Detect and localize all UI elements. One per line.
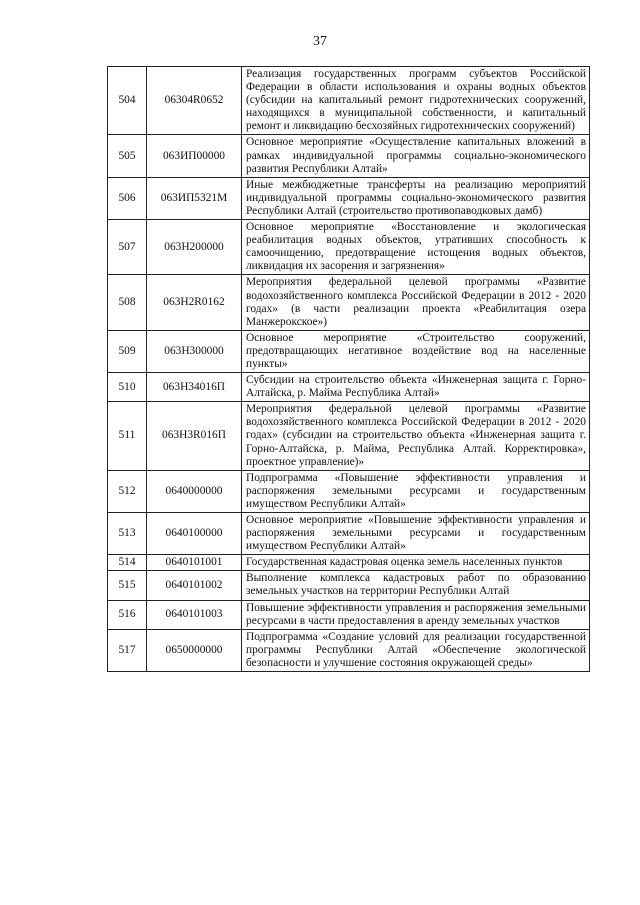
table-row — [108, 629, 590, 671]
table-row — [108, 571, 590, 600]
row-number: 513 — [108, 513, 147, 555]
row-description: Мероприятия федеральной целевой программы «Развитие водохозяйственного комплекса Российской Федерации в 2012 - 2020 годах» (субсидии на строительство объекта «Инженерная защита г. Горно-Алтайска, р. Майма, Республика Алтай. Корректировка», проектное управление)» — [242, 402, 590, 470]
row-code: 0640101002 — [147, 571, 242, 600]
table-row — [108, 330, 590, 372]
row-description: Основное мероприятие «Повышение эффективности управления и распоряжения земельными ресурсами и государственным имуществом Республики Алтай» — [242, 513, 590, 555]
budget-codes-table — [107, 66, 590, 672]
row-description: Субсидии на строительство объекта «Инженерная защита г. Горно-Алтайска, р. Майма Республика Алтай» — [242, 373, 590, 402]
row-number: 511 — [108, 402, 147, 470]
table-row — [108, 67, 590, 135]
row-code: 063ИП5321М — [147, 177, 242, 219]
row-description: Государственная кадастровая оценка земель населенных пунктов — [242, 555, 590, 571]
row-number: 517 — [108, 629, 147, 671]
row-description: Мероприятия федеральной целевой программы «Развитие водохозяйственного комплекса Российской Федерации в 2012 - 2020 годах» (в части реализации проекта «Реабилитация озера Манжерокское») — [242, 275, 590, 330]
row-number: 516 — [108, 600, 147, 629]
table-row — [108, 220, 590, 275]
row-description: Основное мероприятие «Восстановление и экологическая реабилитация водных объектов, утративших способность к самоочищению, предотвращение истощения водных объектов, ликвидация их засорения и загрязнения» — [242, 220, 590, 275]
row-number: 506 — [108, 177, 147, 219]
table-row — [108, 275, 590, 330]
table-row — [108, 402, 590, 470]
row-code: 063Н300000 — [147, 330, 242, 372]
row-code: 0640101003 — [147, 600, 242, 629]
row-description: Повышение эффективности управления и распоряжения земельными ресурсами в части предоставления в аренду земельных участков — [242, 600, 590, 629]
row-number: 510 — [108, 373, 147, 402]
row-code: 063Н200000 — [147, 220, 242, 275]
row-description: Подпрограмма «Повышение эффективности управления и распоряжения земельными ресурсами и государственным имуществом Республики Алтай» — [242, 470, 590, 512]
row-code: 06304R0652 — [147, 67, 242, 135]
row-code: 063Н3R016П — [147, 402, 242, 470]
row-number: 512 — [108, 470, 147, 512]
row-number: 508 — [108, 275, 147, 330]
row-description: Подпрограмма «Создание условий для реализации государственной программы Республики Алтай «Обеспечение экологической безопасности и улучшение состояния окружающей среды» — [242, 629, 590, 671]
row-description: Иные межбюджетные трансферты на реализацию мероприятий индивидуальной программы социально-экономического развития Республики Алтай (строительство противопаводковых дамб) — [242, 177, 590, 219]
table-row — [108, 177, 590, 219]
row-description: Основное мероприятие «Осуществление капитальных вложений в рамках индивидуальной программы социально-экономического развития Республики Алтай» — [242, 135, 590, 177]
row-code: 063Н34016П — [147, 373, 242, 402]
row-number: 504 — [108, 67, 147, 135]
table-row — [108, 513, 590, 555]
row-code: 0640100000 — [147, 513, 242, 555]
row-number: 514 — [108, 555, 147, 571]
row-code: 063Н2R0162 — [147, 275, 242, 330]
row-code: 063ИП00000 — [147, 135, 242, 177]
row-number: 515 — [108, 571, 147, 600]
table-row — [108, 135, 590, 177]
row-description: Выполнение комплекса кадастровых работ по образованию земельных участков на территории Республики Алтай — [242, 571, 590, 600]
row-code: 0650000000 — [147, 629, 242, 671]
page-number: 37 — [313, 34, 327, 49]
row-number: 505 — [108, 135, 147, 177]
table-row — [108, 470, 590, 512]
row-code: 0640101001 — [147, 555, 242, 571]
table-row — [108, 373, 590, 402]
table-row — [108, 555, 590, 571]
row-number: 507 — [108, 220, 147, 275]
row-description: Реализация государственных программ субъектов Российской Федерации в области использования и охраны водных объектов (субсидии на капитальный ремонт гидротехнических сооружений, находящихся в муниципальной собственности, и капитальный ремонт и ликвидацию бесхозяйных гидротехнических сооружений) — [242, 67, 590, 135]
row-code: 0640000000 — [147, 470, 242, 512]
table-row — [108, 600, 590, 629]
row-number: 509 — [108, 330, 147, 372]
row-description: Основное мероприятие «Строительство сооружений, предотвращающих негативное воздействие вод на населенные пункты» — [242, 330, 590, 372]
